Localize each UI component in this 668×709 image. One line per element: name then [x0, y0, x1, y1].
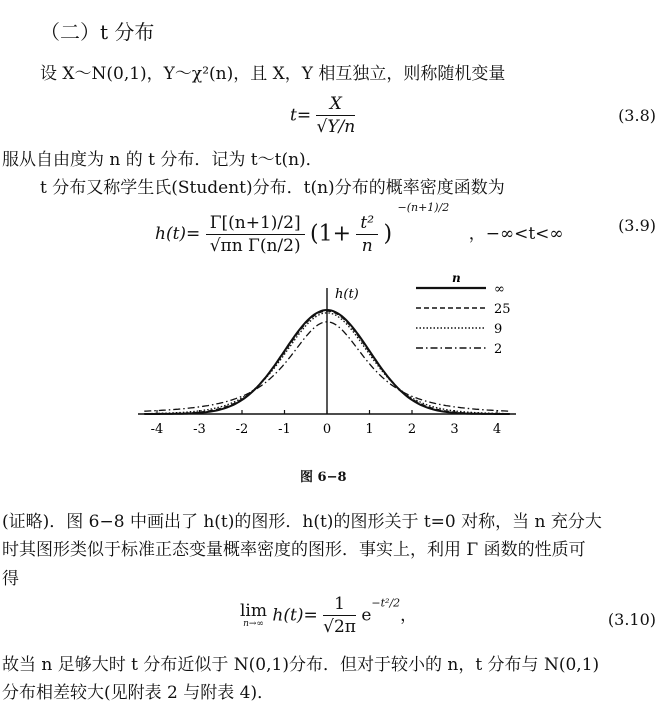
paragraph-definition: 设 X～N(0,1)，Y～χ²(n)，且 X，Y 相互独立，则称随机变量 — [40, 64, 506, 84]
x-tick-label: 0 — [322, 422, 332, 437]
equation-3-9 — [155, 201, 564, 256]
eq38-lhs: t= — [290, 105, 312, 126]
legend — [416, 271, 511, 357]
x-tick-label: -1 — [278, 422, 291, 437]
eq39-inner-fraction — [356, 212, 378, 256]
eq38-numerator: X — [316, 96, 355, 116]
eq39-lhs: h(t)= — [155, 224, 201, 244]
equation-number-3-8: (3.8) — [618, 106, 656, 125]
paragraph-student: t 分布又称学生氏(Student)分布．t(n)分布的概率密度函数为 — [40, 178, 505, 198]
eq39-inner-den: n — [361, 235, 373, 256]
legend-label: 9 — [494, 322, 503, 337]
eq310-limit — [240, 603, 267, 629]
x-tick-label: 3 — [450, 422, 459, 437]
eq310-fraction — [323, 596, 356, 636]
paragraph-conclusion-2: 分布相差较大(见附表 2 与附表 4)． — [2, 683, 275, 703]
eq310-tail: ， — [400, 605, 418, 626]
eq39-denominator: √πn Γ(n/2) — [209, 235, 301, 256]
equation-number-3-10: (3.10) — [607, 610, 656, 629]
paragraph-symmetry-1: (证略)．图 6−8 中画出了 h(t)的图形．h(t)的图形关于 t=0 对称，当 n 充分大 — [2, 512, 602, 532]
eq310-denominator: √2π — [323, 617, 356, 637]
x-tick-label: 4 — [492, 422, 502, 437]
paragraph-symmetry-3: 得 — [2, 569, 19, 589]
x-tick-label: -3 — [193, 422, 206, 437]
eq39-inner-num: t² — [356, 215, 378, 235]
eq38-fraction — [316, 96, 355, 136]
x-tick-label: -4 — [150, 422, 164, 437]
eq310-lim-sub: n→∞ — [243, 619, 264, 629]
equation-3-8 — [290, 96, 355, 140]
x-tick-label: 2 — [407, 422, 417, 437]
paragraph-conclusion-1: 故当 n 足够大时 t 分布近似于 N(0,1)分布．但对于较小的 n，t 分布与 N(0,1) — [2, 655, 600, 675]
legend-label: 25 — [494, 302, 511, 317]
eq39-range: ，−∞<t<∞ — [468, 224, 564, 244]
figure-t-density — [130, 268, 530, 452]
eq39-exponent: −(n+1)/2 — [397, 201, 450, 214]
eq310-exp-base: e — [361, 605, 372, 626]
eq310-expr: h(t)= — [272, 605, 318, 626]
eq310-numerator: 1 — [323, 596, 356, 616]
legend-title: n — [452, 271, 461, 285]
y-axis-label: h(t) — [335, 287, 359, 302]
figure-caption: 图 6−8 — [300, 470, 347, 485]
eq310-lim: lim — [240, 601, 267, 621]
eq39-fraction — [206, 212, 305, 256]
eq310-exponent: −t²/2 — [371, 596, 401, 610]
eq38-denominator: √Y/n — [316, 117, 356, 137]
eq39-numerator: Γ[(n+1)/2] — [206, 215, 305, 235]
section-heading: （二）t 分布 — [40, 20, 155, 44]
equation-3-10 — [240, 596, 417, 644]
equation-number-3-9: (3.9) — [618, 216, 656, 235]
eq39-paren-close: ) — [383, 221, 393, 247]
paragraph-df: 服从自由度为 n 的 t 分布．记为 t～t(n)． — [2, 150, 323, 170]
legend-label: ∞ — [494, 282, 505, 297]
eq39-paren-open: (1+ — [310, 221, 352, 247]
legend-label: 2 — [494, 342, 503, 357]
paragraph-symmetry-2: 时其图形类似于标准正态变量概率密度的图形．事实上，利用 Γ 函数的性质可 — [2, 540, 586, 560]
x-tick-label: -2 — [235, 422, 249, 437]
x-tick-label: 1 — [365, 422, 374, 437]
